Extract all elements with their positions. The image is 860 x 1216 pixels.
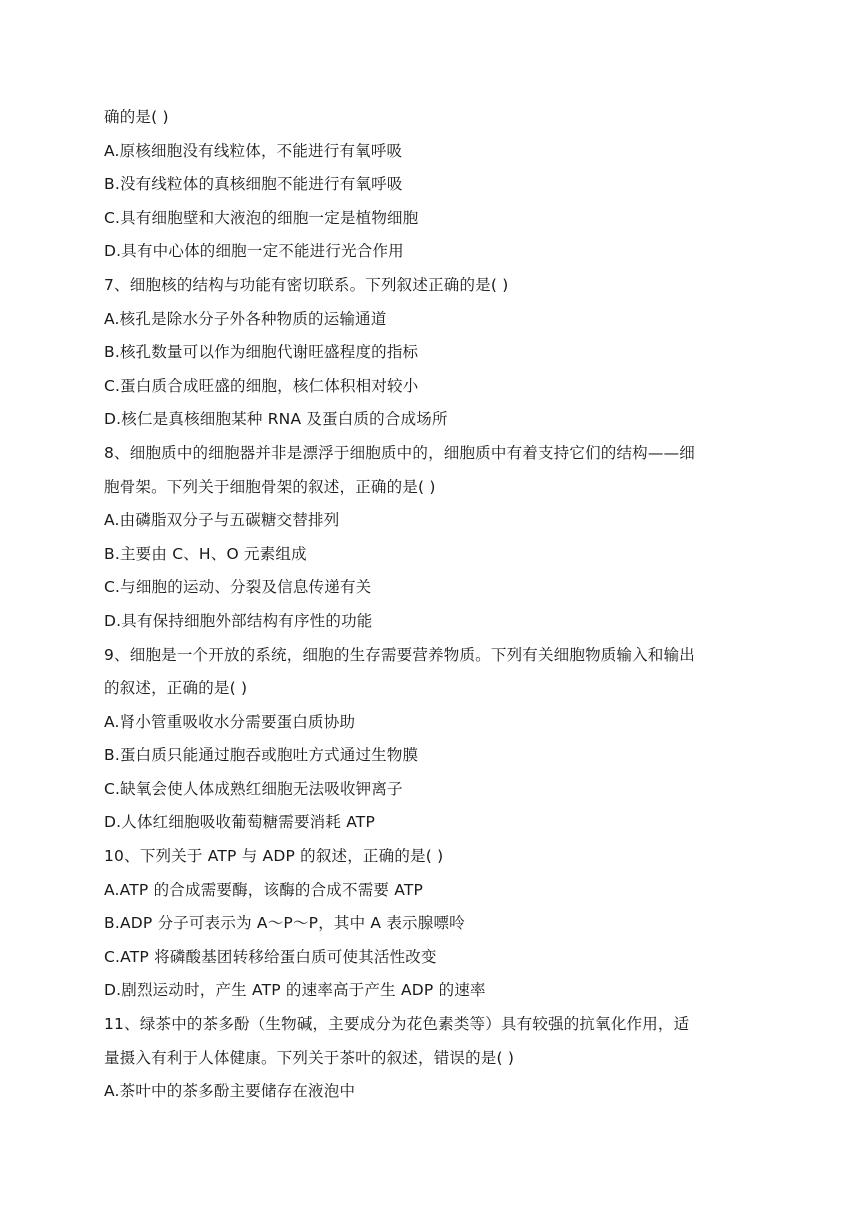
question-8-cont: 胞骨架。下列关于细胞骨架的叙述，正确的是( )	[104, 477, 436, 496]
option-line: C.蛋白质合成旺盛的细胞，核仁体积相对较小	[104, 376, 419, 395]
option-line: A.ATP 的合成需要酶，该酶的合成不需要 ATP	[104, 880, 424, 899]
option-line: D.核仁是真核细胞某种 RNA 及蛋白质的合成场所	[104, 410, 448, 429]
option-line: B.核孔数量可以作为细胞代谢旺盛程度的指标	[104, 343, 419, 362]
option-line: A.茶叶中的茶多酚主要储存在液泡中	[104, 1082, 356, 1101]
option-line: B.ADP 分子可表示为 A～P～P，其中 A 表示腺嘌呤	[104, 914, 465, 933]
option-line: C.ATP 将磷酸基团转移给蛋白质可使其活性改变	[104, 947, 437, 966]
option-line: B.没有线粒体的真核细胞不能进行有氧呼吸	[104, 175, 403, 194]
option-line: D.人体红细胞吸收葡萄糖需要消耗 ATP	[104, 813, 376, 832]
question-9: 9、细胞是一个开放的系统，细胞的生存需要营养物质。下列有关细胞物质输入和输出	[104, 645, 695, 664]
question-10: 10、下列关于 ATP 与 ADP 的叙述，正确的是( )	[104, 847, 444, 866]
option-line: C.具有细胞壁和大液泡的细胞一定是植物细胞	[104, 208, 419, 227]
option-line: D.具有中心体的细胞一定不能进行光合作用	[104, 242, 404, 261]
option-line: A.由磷脂双分子与五碳糖交替排列	[104, 511, 340, 530]
option-line: A.原核细胞没有线粒体，不能进行有氧呼吸	[104, 141, 403, 160]
option-line: C.缺氧会使人体成熟红细胞无法吸收钾离子	[104, 779, 403, 798]
option-line: B.蛋白质只能通过胞吞或胞吐方式通过生物膜	[104, 746, 419, 765]
option-line: B.主要由 C、H、O 元素组成	[104, 544, 307, 563]
question-7: 7、细胞核的结构与功能有密切联系。下列叙述正确的是( )	[104, 275, 509, 294]
question-8: 8、细胞质中的细胞器并非是漂浮于细胞质中的，细胞质中有着支持它们的结构——细	[104, 443, 695, 462]
option-line: A.核孔是除水分子外各种物质的运输通道	[104, 309, 387, 328]
document-page	[104, 101, 764, 1109]
text-line: 确的是( )	[104, 108, 169, 126]
question-11-cont: 量摄入有利于人体健康。下列关于茶叶的叙述，错误的是( )	[104, 1048, 515, 1067]
question-11: 11、绿茶中的茶多酚（生物碱，主要成分为花色素类等）具有较强的抗氧化作用，适	[104, 1015, 690, 1034]
option-line: D.具有保持细胞外部结构有序性的功能	[104, 611, 373, 630]
option-line: A.肾小管重吸收水分需要蛋白质协助	[104, 712, 356, 731]
question-9-cont: 的叙述，正确的是( )	[104, 679, 248, 698]
option-line: D.剧烈运动时，产生 ATP 的速率高于产生 ADP 的速率	[104, 981, 486, 1000]
option-line: C.与细胞的运动、分裂及信息传递有关	[104, 578, 372, 597]
